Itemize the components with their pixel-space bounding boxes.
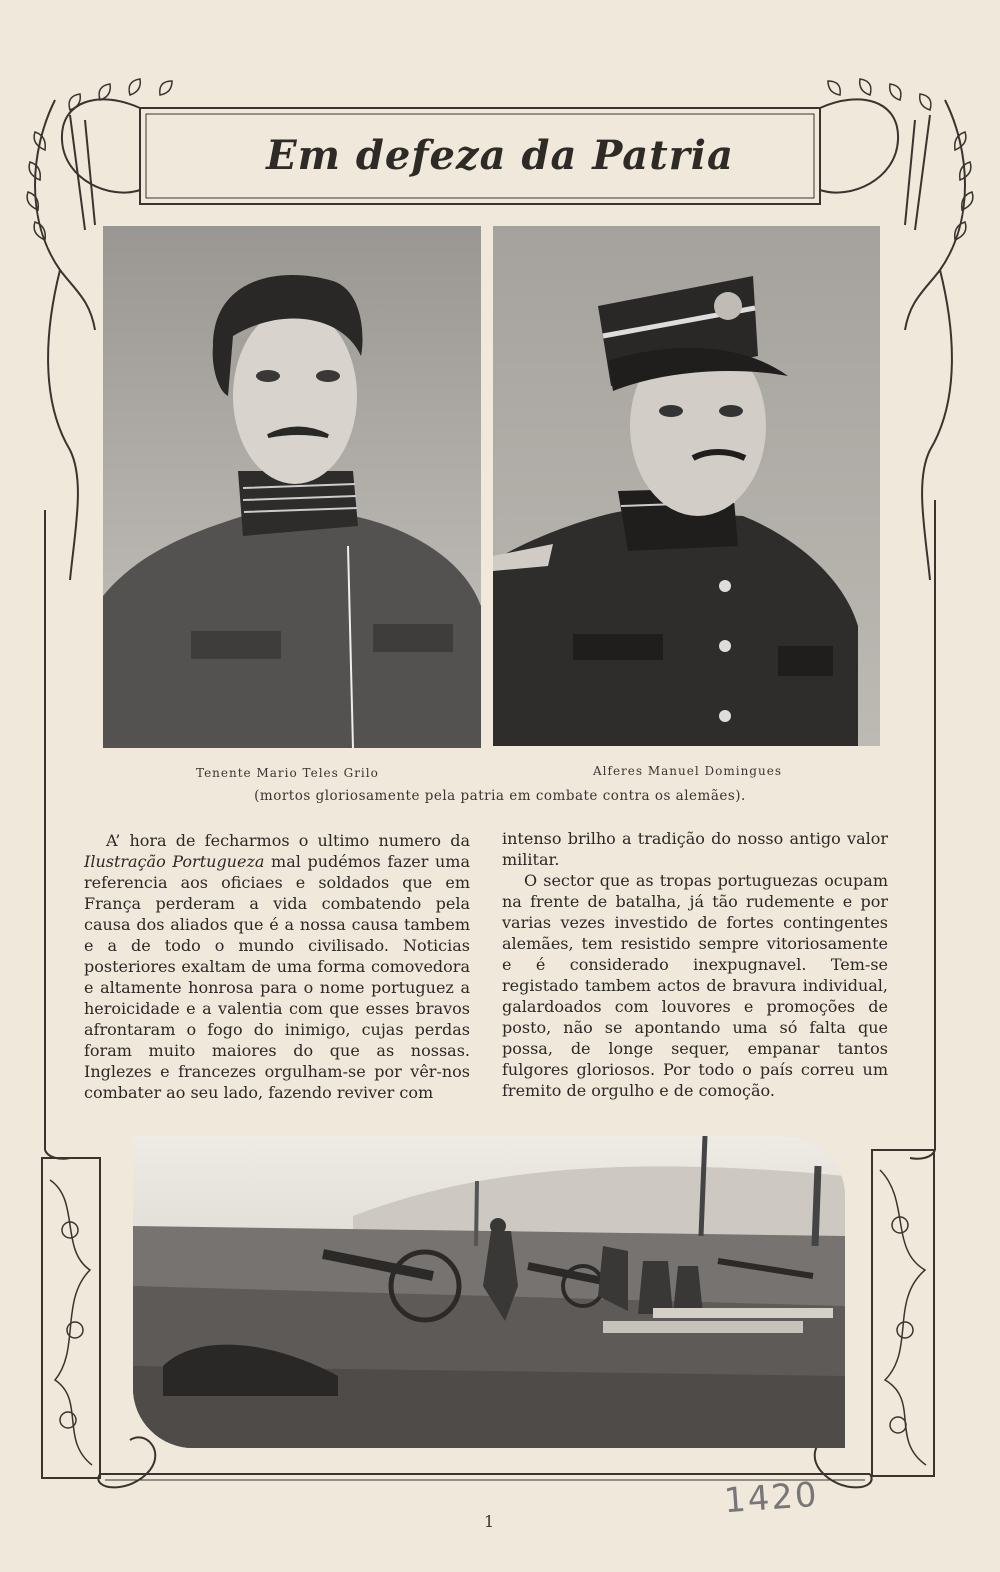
caption-subtitle: (mortos gloriosamente pela patria em combate contra os alemães). xyxy=(254,788,746,804)
handwritten-annotation: 1420 xyxy=(722,1474,820,1522)
caption-right: Alferes Manuel Domingues xyxy=(593,764,782,778)
page-title: Em defeza da Patria xyxy=(266,132,734,179)
portrait-photo-right xyxy=(493,226,880,746)
article-column-right xyxy=(502,828,888,1101)
page-number: 1 xyxy=(484,1512,495,1531)
magazine-name: Ilustração Portugueza xyxy=(84,852,265,871)
caption-left: Tenente Mario Teles Grilo xyxy=(196,766,379,780)
article-body-3: O sector que as tropas portuguezas ocupam na frente de batalha, já tão rudemente e por varias vezes investido de fortes contingentes alemães, tem resistido sempre vitoriosamente e é considerado inexpugnavel. Tem-se registado tambem actos de bravura individual, galardoados com louvores e promoções de posto, não se apontando uma só falta que possa, de longe sequer, empanar tantos fulgores gloriosos. Por todo o país correu um fremito de orgulho e de comoção. xyxy=(502,871,888,1100)
article-column-left xyxy=(84,830,470,1103)
artillery-battle-photo xyxy=(133,1136,845,1448)
article-lead: A’ hora de fecharmos o ultimo numero da xyxy=(106,831,470,850)
article-body-2: intenso brilho a tradição do nosso antigo valor militar. xyxy=(502,829,888,869)
portrait-photo-left xyxy=(103,226,481,748)
article-body-1: mal pudémos fazer uma referencia aos oficiaes e soldados que em França perderam a vida combatendo pela causa dos aliados que é a nossa causa tambem e a de todo o mundo civilisado. Noticias posteriores exaltam de uma forma comovedora e altamente honrosa para o nome portuguez a heroicidade e a valentia com que esses bravos afrontaram o fogo do inimigo, cujas perdas foram muito maiores do que as nossas. Inglezes e francezes orgulham-se por vêr-nos combater ao seu lado, fazendo reviver com xyxy=(84,852,470,1102)
